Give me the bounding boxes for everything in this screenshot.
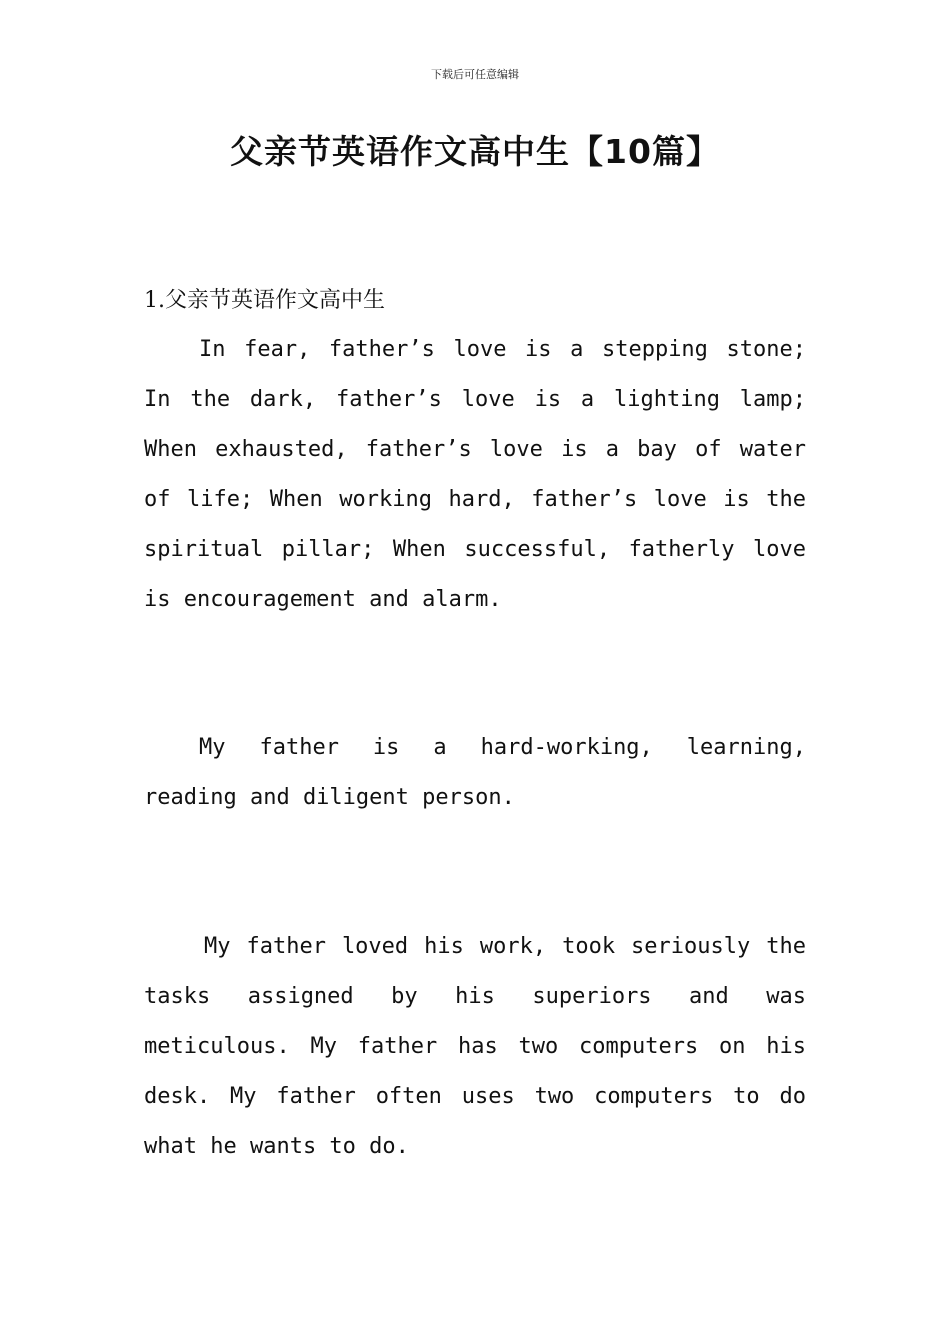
download-edit-note: 下载后可任意编辑: [431, 68, 519, 81]
section-heading: 1.父亲节英语作文高中生: [144, 288, 385, 313]
document-title: 父亲节英语作文高中生【10篇】: [230, 132, 720, 171]
paragraph-2: My father is a hard-working, learning, reading and diligent person.: [144, 735, 806, 810]
paragraph-3: My father loved his work, took seriously the tasks assigned by his superiors and was meticulous. My father has two computers on his desk. My father often uses two computers to do what he wants to do.: [144, 934, 806, 1159]
paragraph-1: In fear, father’s love is a stepping stone; In the dark, father’s love is a lighting lamp; When exhausted, father’s love is a bay of water of life; When working hard, father’s love is the spiritual pillar; When successful, fatherly love is encouragement and alarm.: [144, 337, 806, 612]
